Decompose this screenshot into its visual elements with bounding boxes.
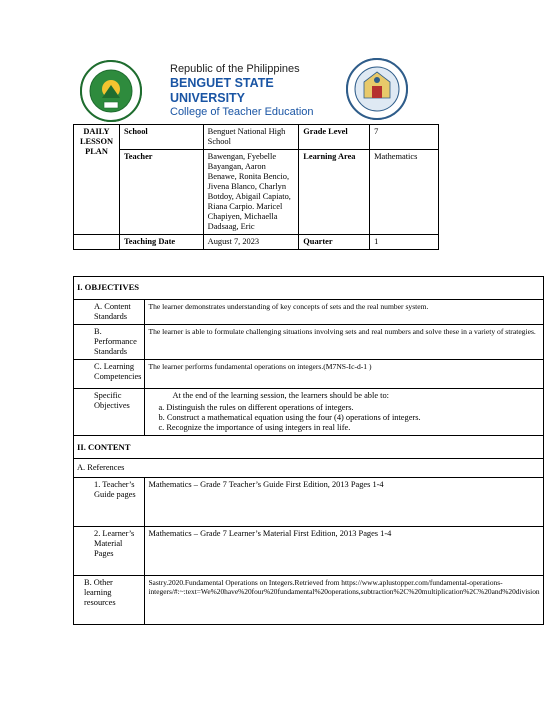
specific-objectives-intro: At the end of the learning session, the learners should be able to:: [172, 391, 389, 400]
learning-competencies-value: The learner performs fundamental operations on integers.(M7NS-Ic-d-1 ): [145, 360, 543, 389]
performance-standards-label: B. Performance Standards: [74, 325, 145, 360]
objective-item: b. Construct a mathematical equation using the four (4) operations of integers.: [158, 413, 421, 422]
other-resources-label: B. Other learning resources: [74, 576, 145, 625]
teaching-date-value: August 7, 2023: [203, 235, 299, 250]
learning-area-value: Mathematics: [370, 150, 439, 235]
specific-objectives-list: [148, 403, 539, 433]
college-name: College of Teacher Education: [170, 106, 314, 118]
quarter-label: Quarter: [299, 235, 370, 250]
university-name: BENGUET STATE UNIVERSITY: [170, 76, 274, 105]
teacher-label: Teacher: [119, 150, 203, 235]
objective-item: c. Recognize the importance of using integers in real life.: [158, 423, 351, 432]
republic-label: Republic of the Philippines: [170, 63, 300, 75]
cte-seal-logo: [346, 58, 408, 120]
school-label: School: [119, 125, 203, 150]
grade-value: 7: [370, 125, 439, 150]
blank-cell: [74, 235, 120, 250]
school-value: Benguet National High School: [203, 125, 299, 150]
lesson-body-table: [73, 276, 544, 625]
objective-item: a. Distinguish the rules on different operations of integers.: [158, 403, 354, 412]
dlp-label: DAILY LESSON PLAN: [74, 125, 120, 235]
quarter-value: 1: [370, 235, 439, 250]
content-heading: II. CONTENT: [74, 436, 544, 459]
other-resources-value: Sastry.2020.Fundamental Operations on Integers.Retrieved from https://www.aplustopper.com/fundamental-operations-integers/#:~:text=We%20have%20four%20fundamental%20operations,subtraction%2C%20multiplication%2C%20and%20division: [145, 576, 543, 625]
content-standards-value: The learner demonstrates understanding of key concepts of sets and the real number system.: [145, 300, 543, 325]
references-label: A. References: [74, 459, 544, 478]
specific-objectives-label: Specific Objectives: [74, 389, 145, 436]
teachers-guide-value: Mathematics – Grade 7 Teacher’s Guide First Edition, 2013 Pages 1-4: [145, 478, 543, 527]
learning-competencies-label: C. Learning Competencies: [74, 360, 145, 389]
teacher-value: Bawengan, Fyebelle Bayangan, Aaron Benawe, Ronita Bencio, Jivena Blanco, Charlyn Botdoy, Abigail Capiato, Riana Carpio. Maricel Chapiyen, Michaella Dadsaag, Eric: [203, 150, 299, 235]
content-standards-label: A. Content Standards: [74, 300, 145, 325]
learners-material-label: 2. Learner’s Material Pages: [74, 527, 145, 576]
lesson-info-table: [73, 124, 439, 250]
grade-label: Grade Level: [299, 125, 370, 150]
specific-objectives-cell: [145, 389, 543, 436]
teachers-guide-label: 1. Teacher’s Guide pages: [74, 478, 145, 527]
teaching-date-label: Teaching Date: [119, 235, 203, 250]
bsu-seal-logo: [80, 60, 142, 122]
learners-material-value: Mathematics – Grade 7 Learner’s Material First Edition, 2013 Pages 1-4: [145, 527, 543, 576]
institution-header: [170, 63, 340, 119]
performance-standards-value: The learner is able to formulate challenging situations involving sets and real numbers and solve these in a variety of strategies.: [145, 325, 543, 360]
objectives-heading: I. OBJECTIVES: [74, 277, 544, 300]
learning-area-label: Learning Area: [299, 150, 370, 235]
